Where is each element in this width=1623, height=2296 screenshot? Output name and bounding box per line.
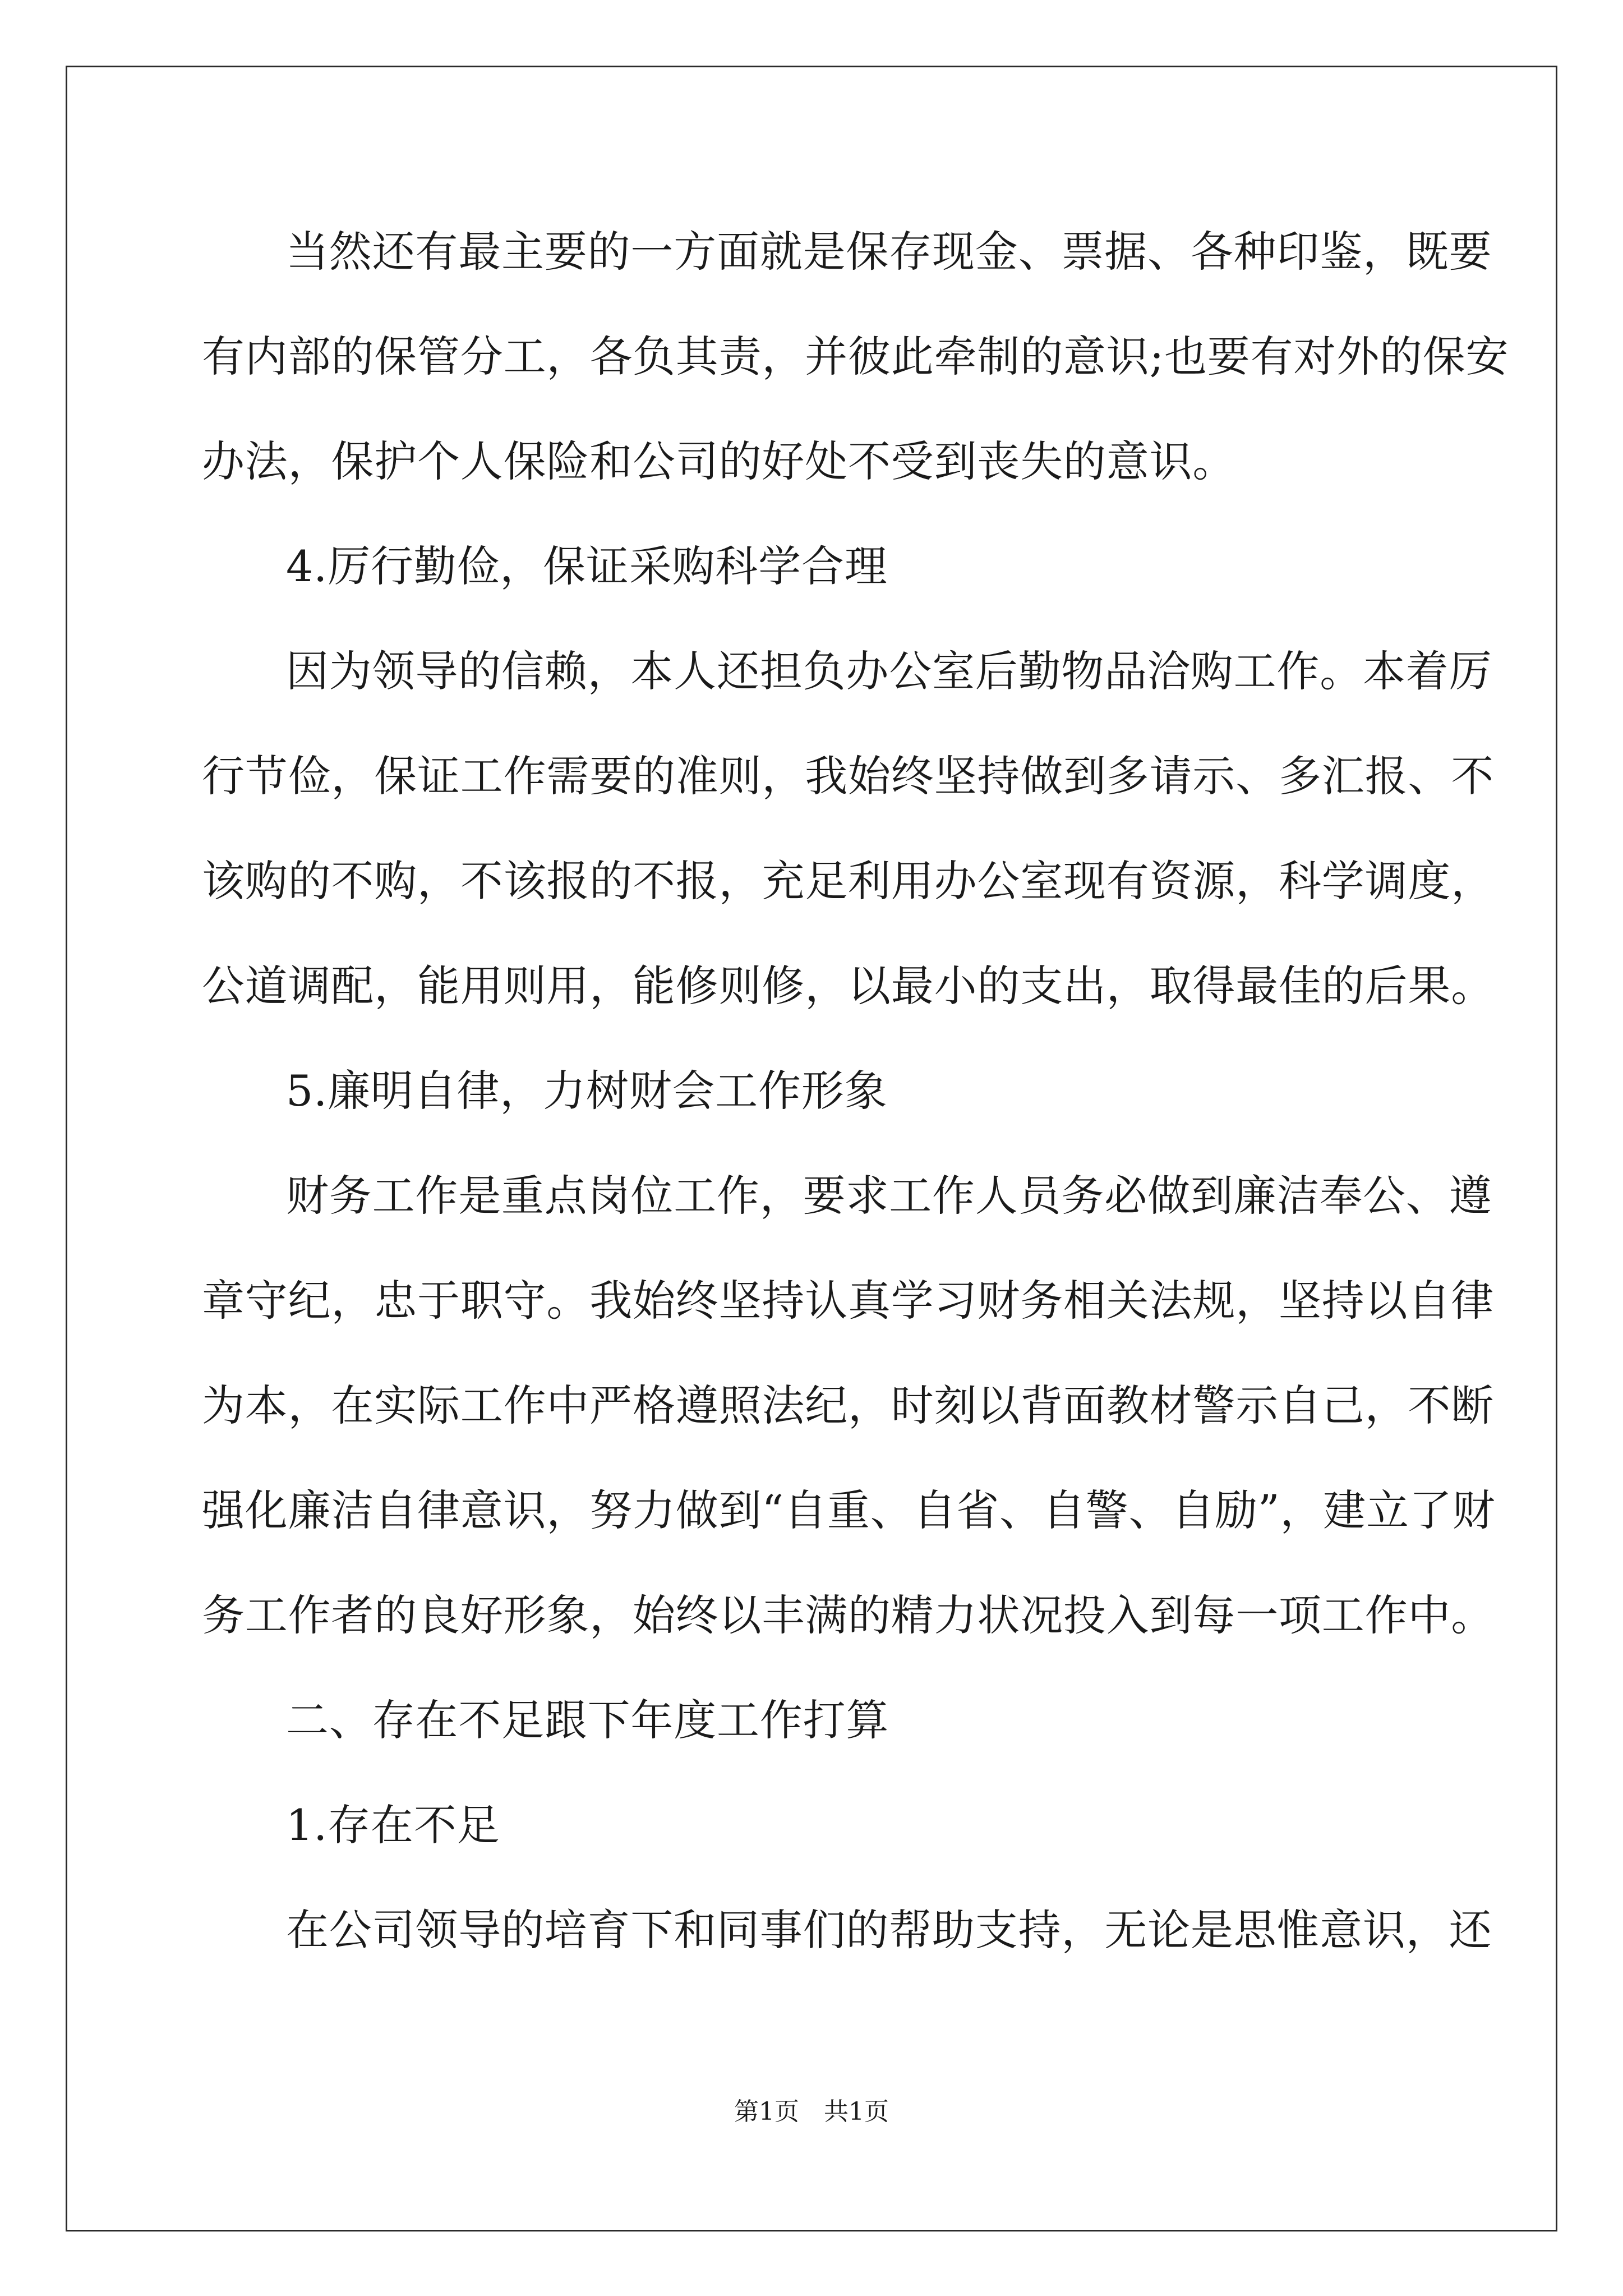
page-footer: 第1页 共1页 bbox=[734, 2097, 889, 2126]
text-line: 因为领导的信赖，本人还担负办公室后勤物品洽购工作。本着厉 bbox=[286, 646, 1492, 696]
text-line: 当然还有最主要的一方面就是保存现金、票据、各种印鉴，既要 bbox=[286, 227, 1492, 277]
text-line: 为本，在实际工作中严格遵照法纪，时刻以背面教材警示自己，不断 bbox=[202, 1381, 1494, 1430]
text-line: 财务工作是重点岗位工作，要求工作人员务必做到廉洁奉公、遵 bbox=[286, 1171, 1492, 1221]
text-line: 公道调配，能用则用，能修则修，以最小的支出，取得最佳的后果。 bbox=[202, 961, 1494, 1011]
subsection-heading: 1.存在不足 bbox=[286, 1800, 500, 1850]
section-heading: 4.厉行勤俭，保证采购科学合理 bbox=[286, 541, 888, 591]
section-heading: 5.廉明自律，力树财会工作形象 bbox=[286, 1066, 888, 1116]
text-line: 有内部的保管分工，各负其责，并彼此牵制的意识;也要有对外的保安 bbox=[202, 332, 1509, 381]
text-line: 强化廉洁自律意识，努力做到“自重、自省、自警、自励”，建立了财 bbox=[202, 1485, 1496, 1535]
text-line: 该购的不购，不该报的不报，充足利用办公室现有资源，科学调度， bbox=[202, 856, 1494, 906]
text-line: 在公司领导的培育下和同事们的帮助支持，无论是思惟意识，还 bbox=[286, 1905, 1492, 1955]
text-line: 务工作者的良好形象，始终以丰满的精力状况投入到每一项工作中。 bbox=[202, 1590, 1494, 1640]
text-line: 行节俭，保证工作需要的准则，我始终坚持做到多请示、多汇报、不 bbox=[202, 751, 1494, 801]
section-heading: 二、存在不足跟下年度工作打算 bbox=[286, 1695, 889, 1745]
text-line: 章守纪，忠于职守。我始终坚持认真学习财务相关法规，坚持以自律 bbox=[202, 1276, 1494, 1326]
document-body bbox=[202, 199, 1509, 1982]
text-line: 办法，保护个人保险和公司的好处不受到丧失的意识。 bbox=[202, 436, 1236, 486]
